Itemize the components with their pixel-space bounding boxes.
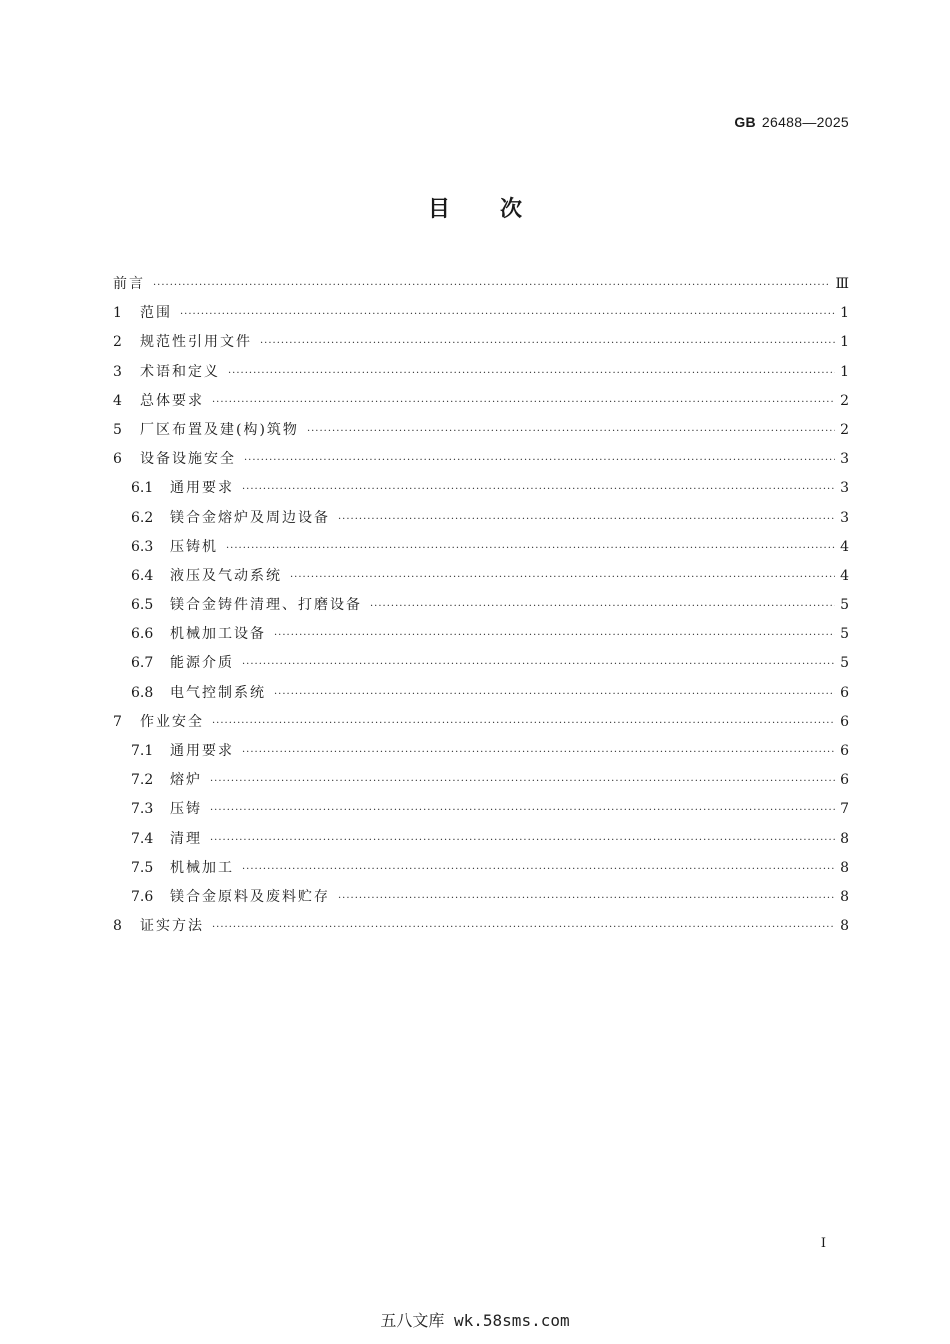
toc-entry-label: 规范性引用文件 xyxy=(140,334,252,351)
toc-entry-label: 机械加工 xyxy=(170,859,234,876)
toc-leader-dots xyxy=(242,475,835,504)
toc-entry[interactable] xyxy=(113,504,849,533)
toc-leader-dots xyxy=(242,738,835,767)
toc-entry-label: 前言 xyxy=(113,276,145,292)
toc-leader-dots xyxy=(226,534,835,563)
toc-entry[interactable] xyxy=(113,416,849,445)
toc-entry-page: 6 xyxy=(840,743,849,759)
toc-entry-label: 熔炉 xyxy=(170,772,202,789)
toc-entry[interactable] xyxy=(113,766,849,795)
toc-leader-dots xyxy=(212,913,835,942)
toc-entry[interactable] xyxy=(113,883,849,912)
toc-leader-dots xyxy=(210,796,835,825)
toc-entry-page: 3 xyxy=(840,451,849,468)
toc-entry-label: 通用要求 xyxy=(170,480,234,497)
toc-entry[interactable] xyxy=(113,912,849,941)
toc-entry-label: 清理 xyxy=(170,830,202,847)
toc-entry-label: 术语和定义 xyxy=(140,363,220,380)
toc-entry-number: 3 xyxy=(113,363,122,380)
toc-leader-dots xyxy=(242,650,835,679)
toc-entry-page: 6 xyxy=(840,713,849,730)
toc-entry-label: 镁合金熔炉及周边设备 xyxy=(170,509,330,526)
toc-leader-dots xyxy=(307,417,835,446)
toc-entry[interactable] xyxy=(113,620,849,649)
toc-entry[interactable] xyxy=(113,795,849,824)
toc-entry[interactable] xyxy=(113,679,849,708)
toc-entry-page: Ⅲ xyxy=(835,276,849,292)
toc-leader-dots xyxy=(274,621,835,650)
standard-code xyxy=(734,114,849,130)
toc-leader-dots xyxy=(338,884,835,913)
toc-entry-page: 1 xyxy=(840,334,849,351)
toc-leader-dots xyxy=(212,709,835,738)
toc-entry-page: 5 xyxy=(840,655,849,672)
toc-entry-label: 镁合金铸件清理、打磨设备 xyxy=(170,597,362,614)
toc-entry-number: 7.2 xyxy=(131,772,154,789)
toc-entry-label: 压铸 xyxy=(170,801,202,818)
toc-entry-number: 6.3 xyxy=(131,538,154,555)
toc-entry-number: 2 xyxy=(113,334,122,351)
toc-entry-number: 6.7 xyxy=(131,655,154,672)
toc-entry-page: 4 xyxy=(840,567,849,584)
toc-leader-dots xyxy=(274,680,835,709)
toc-entry[interactable] xyxy=(113,708,849,737)
toc-entry[interactable] xyxy=(113,533,849,562)
toc-entry-page: 8 xyxy=(840,859,849,876)
toc-entry-page: 4 xyxy=(840,538,849,555)
toc-leader-dots xyxy=(212,388,835,417)
standard-number: 26488—2025 xyxy=(761,114,849,130)
toc-entry[interactable] xyxy=(113,854,849,883)
toc-entry[interactable] xyxy=(113,591,849,620)
toc-entry-label: 设备设施安全 xyxy=(140,451,236,468)
toc-entry-label: 厂区布置及建(构)筑物 xyxy=(140,421,299,438)
watermark: 五八文库 wk.58sms.com xyxy=(380,1311,570,1330)
toc-entry-number: 6.2 xyxy=(131,509,154,526)
toc-entry-label: 能源介质 xyxy=(170,655,234,672)
toc-entry-number: 6.5 xyxy=(131,597,154,614)
toc-entry-label: 压铸机 xyxy=(170,538,218,555)
toc-entry-number: 6.6 xyxy=(131,626,154,643)
toc-entry[interactable] xyxy=(113,358,849,387)
toc-entry-label: 证实方法 xyxy=(140,918,204,935)
toc-entry-number: 5 xyxy=(113,421,122,438)
toc-entry-page: 7 xyxy=(840,801,849,818)
toc-entry-label: 电气控制系统 xyxy=(170,684,266,701)
toc-entry-page: 2 xyxy=(840,392,849,409)
toc-entry-label: 通用要求 xyxy=(170,743,234,759)
toc-entry-label: 范围 xyxy=(140,305,172,322)
toc-entry-page: 8 xyxy=(840,830,849,847)
toc-entry[interactable] xyxy=(113,562,849,591)
toc-entry-number: 7.3 xyxy=(131,801,154,818)
toc-entry-page: 1 xyxy=(840,305,849,322)
toc-entry-number: 6.4 xyxy=(131,567,154,584)
toc-entry-number: 7.4 xyxy=(131,830,154,847)
toc-entry-label: 总体要求 xyxy=(140,392,204,409)
page-title: 目次 xyxy=(427,197,572,222)
toc-entry-number: 7.1 xyxy=(131,743,154,759)
toc-leader-dots xyxy=(242,855,835,884)
toc-entry-number: 7 xyxy=(113,713,122,730)
toc-entry-page: 3 xyxy=(840,480,849,497)
toc-entry-page: 8 xyxy=(840,918,849,935)
toc-leader-dots xyxy=(338,505,835,534)
toc-entry-number: 7.5 xyxy=(131,859,154,876)
toc-entry[interactable] xyxy=(113,825,849,854)
toc-leader-dots xyxy=(260,329,835,358)
toc-leader-dots xyxy=(228,359,835,388)
toc-entry-page: 2 xyxy=(840,421,849,438)
toc-entry-page: 5 xyxy=(840,597,849,614)
toc-entry-number: 8 xyxy=(113,918,122,935)
toc-entry[interactable] xyxy=(113,299,849,328)
toc-entry-page: 6 xyxy=(840,684,849,701)
toc-entry-label: 机械加工设备 xyxy=(170,626,266,643)
toc-leader-dots xyxy=(210,767,835,796)
toc-entry[interactable] xyxy=(113,270,849,299)
toc-entry-page: 3 xyxy=(840,509,849,526)
toc-entry[interactable] xyxy=(113,474,849,503)
toc-entry-page: 5 xyxy=(840,626,849,643)
toc-leader-dots xyxy=(153,271,831,300)
toc-entry-number: 6 xyxy=(113,451,122,468)
toc-leader-dots xyxy=(244,446,835,475)
toc-entry-number: 6.8 xyxy=(131,684,154,701)
toc-entry-label: 镁合金原料及废料贮存 xyxy=(170,888,330,905)
toc-entry[interactable] xyxy=(113,649,849,678)
toc-entry[interactable] xyxy=(113,387,849,416)
toc-entry-number: 1 xyxy=(113,305,122,322)
toc-entry-number: 6.1 xyxy=(131,480,154,497)
toc-entry[interactable] xyxy=(113,328,849,357)
toc-leader-dots xyxy=(290,563,835,592)
toc-entry-page: 8 xyxy=(840,888,849,905)
toc-entry-label: 液压及气动系统 xyxy=(170,567,282,584)
toc-entry-number: 4 xyxy=(113,392,122,409)
toc-entry[interactable] xyxy=(113,737,849,766)
page-number: I xyxy=(820,1236,826,1251)
toc-entry-page: 1 xyxy=(840,363,849,380)
toc-entry-page: 6 xyxy=(840,772,849,789)
toc-leader-dots xyxy=(210,826,835,855)
toc-entry-label: 作业安全 xyxy=(140,713,204,730)
toc-entry-number: 7.6 xyxy=(131,888,154,905)
toc-entry[interactable] xyxy=(113,445,849,474)
toc-leader-dots xyxy=(180,300,835,329)
table-of-contents xyxy=(113,270,849,941)
toc-leader-dots xyxy=(370,592,835,621)
standard-prefix: GB xyxy=(734,114,756,130)
